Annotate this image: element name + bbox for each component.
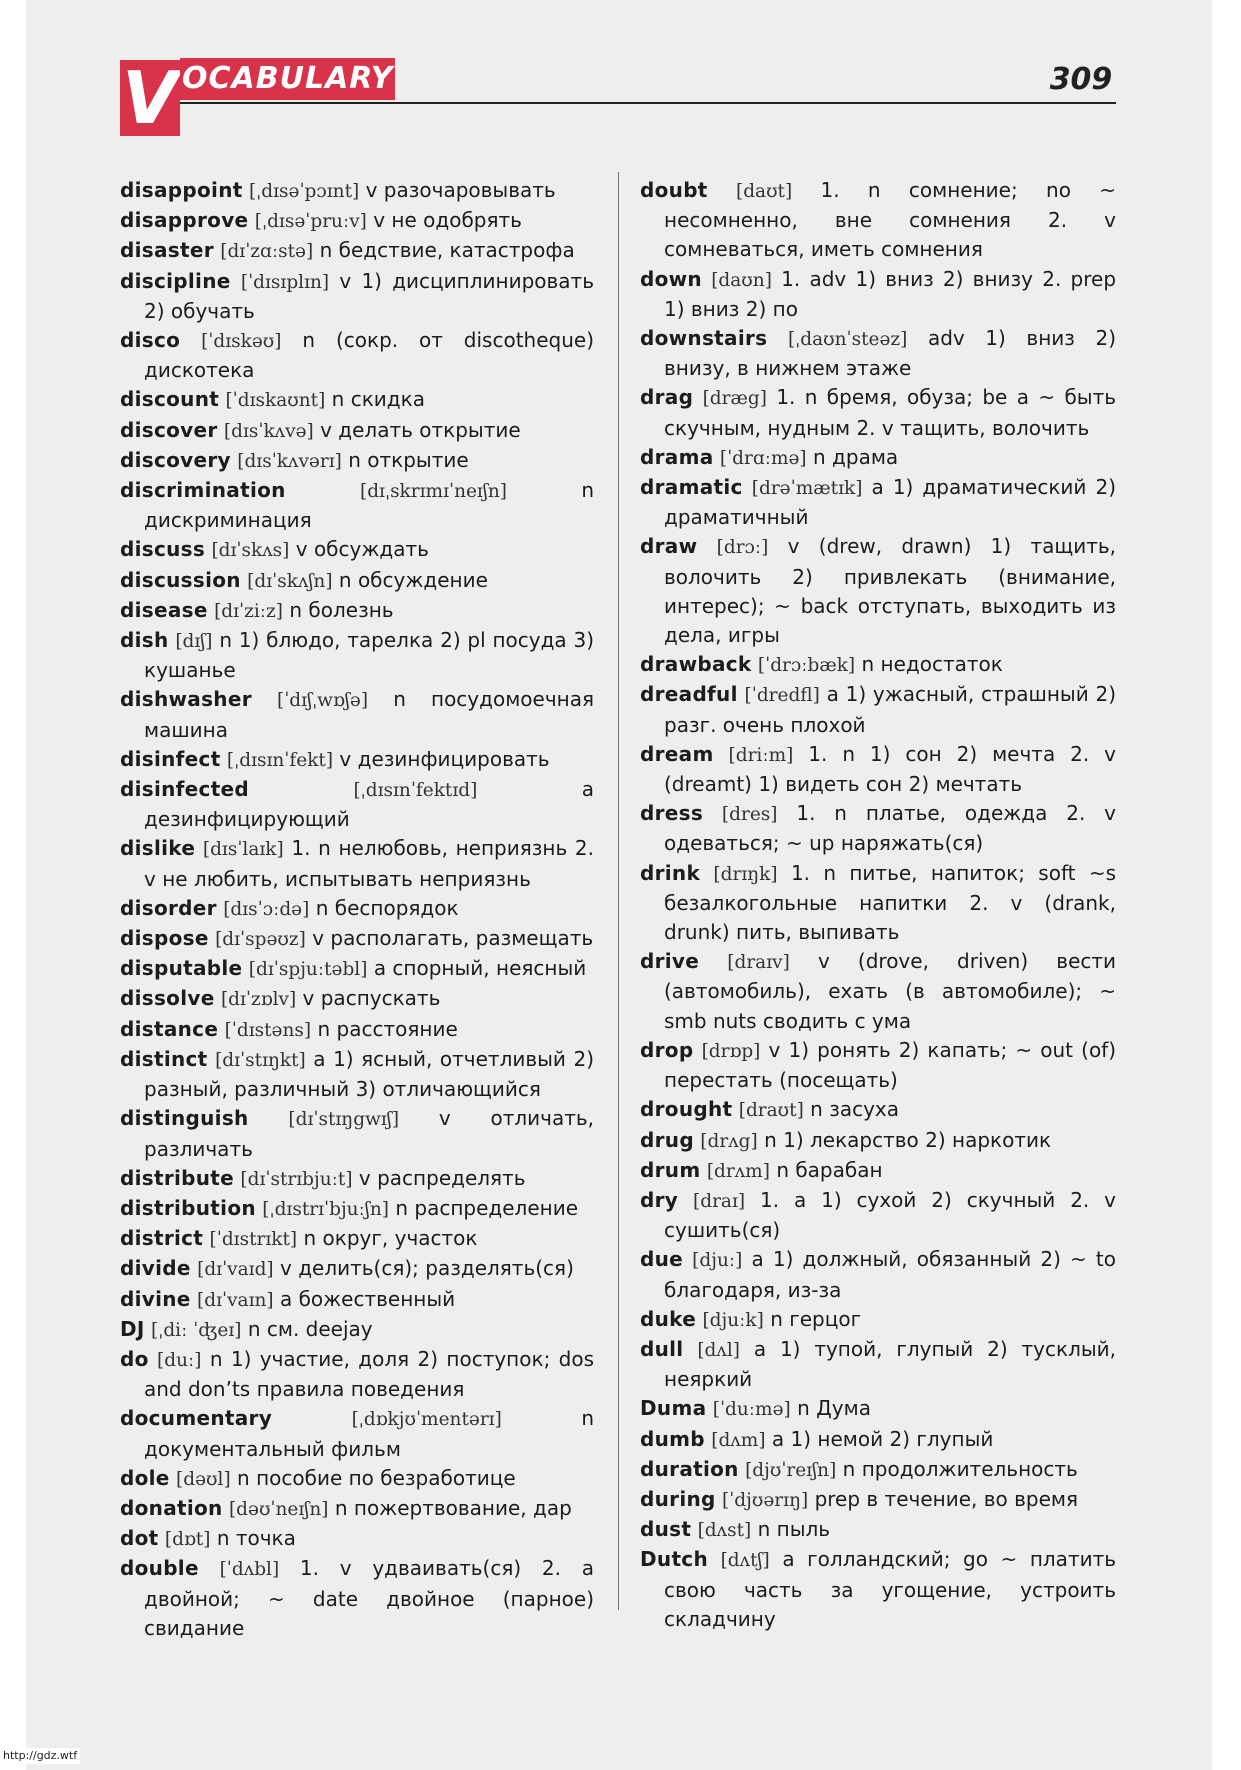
headword: disaster (120, 238, 214, 263)
definition: v не одобрять (373, 208, 522, 233)
definition: a божественный (279, 1286, 456, 1311)
definition: n драма (813, 444, 899, 469)
definition: n округ, участок (303, 1226, 478, 1251)
definition: v 1) дисциплинировать 2) обучать (144, 268, 594, 323)
definition: 1. v удваивать(ся) 2. a двойной; ~ date двойное (парное) свидание (144, 1556, 594, 1640)
headword: disappoint (120, 178, 243, 202)
dictionary-entry (120, 267, 594, 326)
transcription: [ˈdɪʃˌwɒʃə] (277, 690, 369, 712)
definition: n документальный фильм (144, 1406, 595, 1461)
definition: v распускать (302, 986, 441, 1011)
transcription: [dʌm] (711, 1429, 766, 1451)
dictionary-entry (120, 685, 594, 744)
definition: 1. n сомнение; no ~ несомненно, вне сомнения 2. v сомневаться, иметь сомнения (664, 178, 1116, 262)
dictionary-entry (120, 626, 594, 685)
definition: a спорный, неясный (373, 956, 587, 981)
definition: n (сокр. от discotheque) дискотека (144, 328, 595, 383)
dictionary-entry (120, 176, 594, 206)
transcription: [dræg] (702, 388, 767, 410)
definition: v делать открытие (320, 417, 521, 442)
headword: disco (120, 328, 181, 353)
headword: Duma (640, 1396, 707, 1421)
dictionary-entry (120, 1045, 594, 1104)
definition: a 1) тупой, глупый 2) тусклый, неяркий (664, 1336, 1117, 1392)
transcription: [drʌg] (700, 1130, 758, 1152)
headword: down (640, 266, 702, 291)
headword: duration (640, 1456, 739, 1481)
headword: dislike (120, 836, 196, 861)
right-column (640, 176, 1116, 1634)
transcription: [ˌdaʊnˈsteəz] (787, 329, 908, 351)
headword: dry (640, 1187, 679, 1212)
dictionary-entry (120, 775, 594, 834)
definition: v (drove, driven) вести (автомобиль), ехать (в автомобиле); ~ smb nuts сводить с ума (664, 949, 1117, 1033)
headword: drop (640, 1037, 694, 1062)
definition: n посудомоечная машина (144, 687, 595, 742)
dictionary-entry (640, 1545, 1116, 1634)
definition: v располагать, размещать (312, 926, 594, 951)
transcription: [driːm] (728, 744, 794, 766)
headword: divide (120, 1256, 191, 1281)
page-number: 309 (1049, 62, 1113, 97)
transcription: [draɪ] (693, 1190, 746, 1212)
definition: 1. adv 1) вниз 2) внизу 2. prep 1) вниз 2) по (664, 266, 1117, 321)
headword: divine (120, 1286, 191, 1311)
transcription: [djʊˈreɪʃn] (745, 1459, 837, 1481)
headword: dishwasher (120, 687, 252, 712)
headword: dumb (640, 1426, 705, 1451)
dictionary-entry (640, 1126, 1116, 1156)
transcription: [drɒp] (701, 1040, 761, 1062)
definition: 1. n питье, напиток; soft ~s безалкогольные напитки 2. v (drank, drunk) пить, выпивать (664, 860, 1117, 945)
headword: district (120, 1226, 204, 1251)
transcription: [dɪˈziːz] (214, 600, 284, 622)
definition: n барабан (776, 1157, 883, 1182)
definition: prep в течение, во время (814, 1486, 1078, 1511)
transcription: [ˈdɪskaʊnt] (225, 390, 326, 412)
headword: distinct (120, 1046, 208, 1071)
transcription: [ˌdɪsɪnˈfekt] (226, 749, 334, 771)
transcription: [ˌdɪsəˈpruːv] (254, 211, 367, 233)
headword: discrimination (120, 478, 286, 503)
transcription: [dɪˈstɪŋgwɪʃ] (288, 1109, 400, 1131)
headword: disorder (120, 895, 217, 920)
definition: 1. n бремя, обуза; be a ~ быть скучным, нудным 2. v тащить, волочить (664, 385, 1117, 440)
headword: dust (640, 1517, 692, 1542)
definition: a 1) ужасный, страшный 2) разг. очень плохой (664, 682, 1116, 737)
dictionary-entry (640, 1455, 1116, 1485)
dictionary-entry (120, 1554, 594, 1643)
headword: distance (120, 1016, 219, 1041)
dictionary-entry (640, 1425, 1116, 1455)
dictionary-entry (640, 1485, 1116, 1515)
dictionary-entry (640, 324, 1116, 383)
transcription: [dʌst] (697, 1520, 752, 1542)
transcription: [dɪˈvaɪd] (197, 1259, 274, 1281)
transcription: [draʊt] (738, 1100, 804, 1122)
transcription: [dɪˈstɪŋkt] (215, 1049, 306, 1071)
transcription: [ˌdɒkjʊˈmentərɪ] (351, 1409, 502, 1431)
headword: discovery (120, 447, 231, 472)
headword: dress (640, 801, 704, 826)
definition: n засуха (810, 1097, 900, 1122)
dictionary-entry (640, 1186, 1116, 1245)
headword: drink (640, 860, 701, 885)
dictionary-entry (120, 1464, 594, 1494)
definition: a 1) драматический 2) драматичный (664, 475, 1116, 530)
dictionary-entry (640, 532, 1116, 650)
transcription: [drɪŋk] (713, 863, 778, 885)
transcription: [djuː] (692, 1250, 743, 1272)
headword: dish (120, 628, 169, 653)
headword: dispose (120, 926, 209, 951)
definition: a 1) немой 2) глупый (771, 1426, 994, 1451)
transcription: [ˌdiː ˈʤeɪ] (151, 1319, 242, 1341)
headword: distinguish (120, 1106, 249, 1131)
definition: n недостаток (861, 652, 1003, 677)
transcription: [drʌm] (706, 1160, 770, 1182)
header-title-letter: V (120, 60, 180, 136)
transcription: [ˈdjʊərɪŋ] (722, 1489, 809, 1511)
transcription: [dɪˈzɒlv] (220, 989, 297, 1011)
definition: n пыль (757, 1517, 831, 1542)
dictionary-entry (120, 476, 594, 535)
definition: a дезинфицирующий (144, 777, 595, 832)
definition: n обсуждение (338, 567, 488, 592)
definition: n пожертвование, дар (334, 1495, 572, 1520)
definition: n точка (216, 1526, 296, 1551)
headword: disinfected (120, 777, 250, 802)
headword: disease (120, 597, 208, 622)
dictionary-entry (120, 385, 594, 415)
transcription: [dɪsˈlaɪk] (202, 839, 284, 861)
transcription: [ˈdrɔːbæk] (757, 655, 856, 677)
definition: 1. n нелюбовь, неприязнь 2. v не любить, испытывать неприязнь (144, 836, 595, 891)
transcription: [dɪʃ] (175, 631, 213, 653)
transcription: [dɪˈzɑːstə] (220, 241, 314, 263)
definition: v (drew, drawn) 1) тащить, волочить 2) привлекать (внимание, интерес); ~ back отступать, выходить из дела, игры (664, 534, 1117, 648)
headword: drive (640, 949, 700, 974)
dictionary-entry (640, 799, 1116, 858)
transcription: [ˈdɪsɪplɪn] (240, 271, 330, 293)
dictionary-entry (120, 535, 594, 565)
dictionary-entry (640, 947, 1116, 1036)
transcription: [dɒt] (164, 1529, 211, 1551)
headword: double (120, 1556, 199, 1581)
dictionary-entry (640, 680, 1116, 739)
transcription: [dʌtʃ] (720, 1550, 770, 1572)
definition: n 1) участие, доля 2) поступок; dos and don’ts правила поведения (144, 1346, 595, 1402)
headword: dreadful (640, 682, 738, 707)
column-divider (618, 172, 619, 1610)
dictionary-entry (640, 650, 1116, 680)
transcription: [dres] (721, 804, 778, 826)
dictionary-entry (120, 984, 594, 1014)
dictionary-entry (120, 566, 594, 596)
dictionary-entry (640, 1036, 1116, 1095)
definition: adv 1) вниз 2) внизу, в нижнем этаже (664, 326, 1117, 381)
dictionary-entry (120, 894, 594, 924)
headword: discussion (120, 567, 241, 592)
transcription: [daʊn] (711, 269, 772, 291)
dictionary-entry (120, 745, 594, 775)
definition: n дискриминация (144, 478, 595, 533)
transcription: [dɪˈskʌs] (211, 540, 290, 562)
definition: a 1) ясный, отчетливый 2) разный, различный 3) отличающийся (144, 1046, 594, 1102)
definition: n 1) блюдо, тарелка 2) pl посуда 3) кушанье (144, 628, 595, 683)
transcription: [ˈdɪskəʊ] (201, 331, 282, 353)
definition: v делить(ся); разделять(ся) (280, 1256, 574, 1281)
header-rule (180, 102, 1116, 104)
definition: v 1) ронять 2) капать; ~ out (of) перестать (посещать) (664, 1037, 1117, 1093)
headword: discount (120, 387, 220, 412)
dictionary-entry (120, 416, 594, 446)
headword: disputable (120, 956, 243, 981)
dictionary-entry (640, 859, 1116, 948)
definition: n бедствие, катастрофа (319, 238, 575, 263)
headword: dot (120, 1526, 159, 1551)
definition: n 1) лекарство 2) наркотик (764, 1127, 1052, 1152)
dictionary-entry (120, 834, 594, 893)
dictionary-entry (120, 326, 594, 385)
transcription: [daʊt] (735, 181, 793, 202)
headword: during (640, 1486, 716, 1511)
headword: disinfect (120, 746, 221, 771)
transcription: [ˈduːmə] (712, 1399, 791, 1421)
left-column (120, 176, 594, 1643)
headword: Dutch (640, 1547, 708, 1572)
transcription: [drɔː] (716, 537, 769, 559)
transcription: [dəʊˈneɪʃn] (228, 1498, 329, 1520)
headword: duke (640, 1306, 697, 1331)
headword: drum (640, 1157, 701, 1182)
transcription: [duː] (157, 1349, 202, 1371)
dictionary-entry (120, 1164, 594, 1194)
dictionary-entry (640, 265, 1116, 324)
transcription: [dɪsˈɔːdə] (223, 898, 310, 920)
headword: drag (640, 385, 694, 410)
headword: documentary (120, 1406, 273, 1431)
dictionary-entry (120, 206, 594, 236)
transcription: [djuːk] (702, 1309, 764, 1331)
transcription: [dʌl] (697, 1339, 740, 1361)
headword: doubt (640, 178, 708, 202)
dictionary-entry (120, 596, 594, 626)
headword: distribution (120, 1195, 256, 1220)
definition: n герцог (770, 1306, 862, 1331)
transcription: [dəʊl] (176, 1468, 231, 1490)
transcription: [ˌdɪstrɪˈbjuːʃn] (262, 1198, 389, 1220)
definition: n распределение (395, 1195, 578, 1220)
transcription: [dɪˈspjuːtəbl] (248, 959, 368, 981)
headword: draw (640, 534, 698, 559)
dictionary-entry (120, 446, 594, 476)
headword: discuss (120, 537, 206, 562)
headword: distribute (120, 1165, 235, 1190)
headword: DJ (120, 1316, 145, 1341)
transcription: [draɪv] (727, 952, 790, 974)
header-title: OCABULARY (180, 58, 395, 100)
definition: n расстояние (317, 1016, 458, 1041)
dictionary-entry (640, 1335, 1116, 1394)
transcription: [dɪˌskrɪmɪˈneɪʃn] (360, 481, 508, 503)
definition: 1. n платье, одежда 2. v одеваться; ~ up наряжать(ся) (664, 801, 1116, 856)
dictionary-entry (640, 740, 1116, 799)
dictionary-entry (120, 1494, 594, 1524)
dictionary-entry (120, 1315, 594, 1345)
definition: v обсуждать (295, 537, 429, 562)
headword: downstairs (640, 326, 768, 351)
dictionary-entry (120, 1224, 594, 1254)
transcription: [dɪˈstrɪbjuːt] (240, 1168, 353, 1190)
transcription: [dɪsˈkʌvərɪ] (237, 450, 342, 472)
headword: disapprove (120, 208, 249, 233)
definition: 1. a 1) сухой 2) скучный 2. v сушить(ся) (664, 1187, 1116, 1243)
headword: dream (640, 741, 714, 766)
definition: n скидка (331, 387, 425, 412)
definition: a голландский; go ~ платить свою часть за угощение, устроить складчину (664, 1547, 1117, 1631)
dictionary-entry (120, 236, 594, 266)
source-url[interactable]: http://gdz.wtf (0, 1748, 80, 1764)
headword: discipline (120, 268, 231, 293)
dictionary-entry (640, 1156, 1116, 1186)
dictionary-entry (120, 1345, 594, 1404)
definition: n продолжительность (842, 1456, 1078, 1481)
dictionary-entry (120, 1254, 594, 1284)
dictionary-entry (120, 924, 594, 954)
headword: do (120, 1346, 149, 1371)
dictionary-entry (120, 1524, 594, 1554)
headword: dissolve (120, 986, 215, 1011)
definition: v дезинфицировать (339, 746, 550, 771)
definition: a 1) должный, обязанный 2) ~ to благодаря, из-за (664, 1247, 1116, 1302)
definition: v разочаровывать (365, 178, 556, 202)
dictionary-entry (120, 1285, 594, 1315)
dictionary-entry (640, 1095, 1116, 1125)
headword: dramatic (640, 475, 743, 500)
transcription: [drəˈmætɪk] (751, 478, 863, 500)
headword: donation (120, 1495, 223, 1520)
definition: v отличать, различать (144, 1106, 595, 1161)
transcription: [dɪˈvaɪn] (197, 1289, 274, 1311)
dictionary-entry (640, 473, 1116, 532)
dictionary-entry (640, 176, 1116, 265)
dictionary-entry (120, 1404, 594, 1463)
transcription: [dɪˈskʌʃn] (247, 570, 333, 592)
headword: drug (640, 1127, 694, 1152)
transcription: [ˌdɪsəˈpɔɪnt] (248, 181, 360, 202)
transcription: [dɪˈspəʊz] (215, 929, 306, 951)
definition: n беспорядок (315, 895, 459, 920)
definition: v распределять (358, 1165, 526, 1190)
definition: n Дума (797, 1396, 871, 1421)
headword: due (640, 1247, 684, 1272)
transcription: [ˈdʌbl] (219, 1559, 280, 1581)
definition: n болезнь (289, 597, 394, 622)
dictionary-entry (640, 383, 1116, 442)
transcription: [ˈdredfl] (744, 685, 820, 707)
dictionary-entry (120, 1104, 594, 1163)
headword: drama (640, 444, 714, 469)
dictionary-entry (120, 1015, 594, 1045)
dictionary-entry (120, 954, 594, 984)
definition: n пособие по безработице (237, 1465, 516, 1490)
transcription: [ˈdɪstrɪkt] (209, 1229, 298, 1251)
definition: 1. n 1) сон 2) мечта 2. v (dreamt) 1) видеть сон 2) мечтать (664, 741, 1116, 797)
definition: n открытие (348, 447, 469, 472)
transcription: [dɪsˈkʌvə] (223, 420, 314, 442)
headword: dull (640, 1336, 684, 1361)
headword: drought (640, 1097, 733, 1122)
headword: discover (120, 417, 218, 442)
definition: n см. deejay (247, 1316, 373, 1341)
dictionary-entry (640, 1515, 1116, 1545)
headword: dole (120, 1465, 170, 1490)
dictionary-entry (640, 1245, 1116, 1304)
transcription: [ˈdrɑːmə] (719, 447, 807, 469)
dictionary-entry (640, 1305, 1116, 1335)
headword: drawback (640, 652, 752, 677)
transcription: [ˌdɪsɪnˈfektɪd] (353, 780, 478, 802)
dictionary-entry (640, 1394, 1116, 1424)
transcription: [ˈdɪstəns] (224, 1019, 312, 1041)
dictionary-entry (120, 1194, 594, 1224)
dictionary-entry (640, 443, 1116, 473)
